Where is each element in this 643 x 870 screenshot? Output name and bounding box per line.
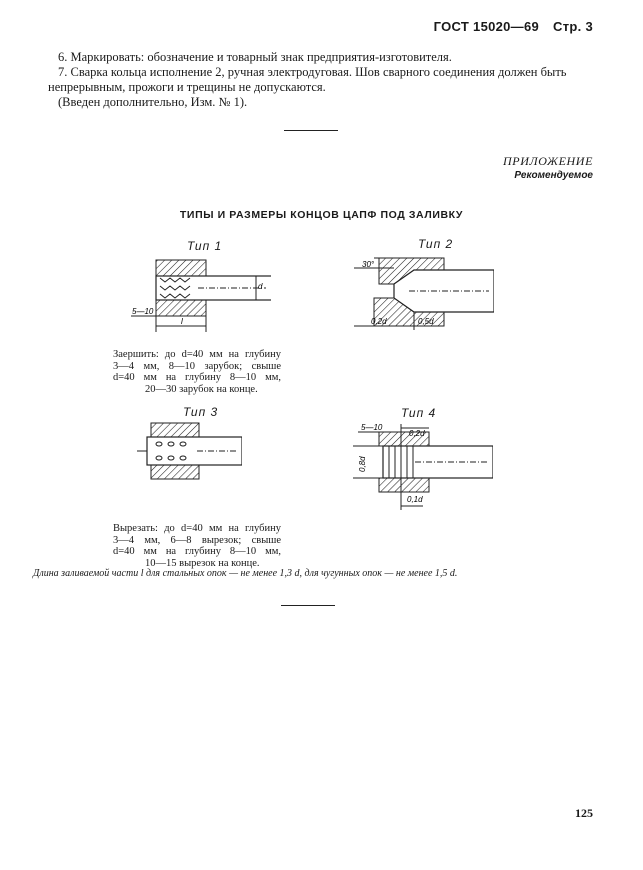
page-label: Стр. 3 [553,19,593,34]
item-7 [48,65,596,110]
standard-number: ГОСТ 15020—69 [433,19,540,34]
dim-type2-0-2d: 0,2d [371,317,387,326]
running-header [434,19,593,34]
type1-figure [126,256,271,336]
item-7-line2: непрерывным, прожоги и трещины не допускаются. [48,80,326,94]
dim-type1-depth: 5—10 [132,307,154,316]
note-type3 [113,523,281,569]
appendix-label: ПРИЛОЖЕНИЕ [503,154,593,168]
dim-type4-0-1d: 0,1d [407,495,423,504]
bottom-note: Длина заливаемой части l для стальных опок — не менее 1,3 d, для чугунных опок — не менее 1,5 d. [33,568,458,579]
dim-type2-0-5d: 0,5d [418,317,434,326]
note-type1 [113,349,281,395]
item-6-text: 6. Маркировать: обозначение и товарный знак предприятия-изготовителя. [58,50,452,64]
dim-type4-0-2d: 0,2d [409,429,425,438]
note-type3-line1: Вырезать: до d=40 мм на глубину [113,523,281,534]
dim-type1-d: d [258,282,263,291]
note-type3-line3: d=40 мм на глубину 8—10 мм, [113,546,281,557]
type3-figure [137,421,242,485]
separator-top [284,130,338,131]
dim-type2-angle: 30° [362,260,375,269]
note-type3-line2: 3—4 мм, 6—8 вырезок; свыше [113,534,281,546]
section-title: ТИПЫ И РАЗМЕРЫ КОНЦОВ ЦАПФ ПОД ЗАЛИВКУ [179,209,464,221]
appendix-status: Рекомендуемое [514,170,593,181]
note-type1-line4: 20—30 зарубок на конце. [145,383,258,395]
dim-type4-depth: 5—10 [361,423,383,432]
note-type3-line4: 10—15 вырезок на конце. [145,557,260,569]
separator-bottom [281,605,335,606]
dim-type4-0-8d: 0,8d [358,456,367,472]
page-number: 125 [575,806,593,820]
type4-figure [353,420,493,520]
item-7-line1: 7. Сварка кольца исполнение 2, ручная электродуговая. Шов сварного соединения должен быть [58,65,567,79]
dim-type1-l: l [181,317,183,326]
item-6 [48,50,596,65]
type4-label: Тип 4 [401,406,437,420]
type1-label: Тип 1 [187,239,223,253]
type2-label: Тип 2 [418,237,454,251]
amendment-note: (Введен дополнительно, Изм. № 1). [58,95,248,109]
note-type1-line3: d=40 мм на глубину 8—10 мм, [113,372,281,383]
type3-label: Тип 3 [183,405,219,419]
note-type1-line2: 3—4 мм, 8—10 зарубок; свыше [113,360,281,372]
type2-figure [354,254,494,334]
note-type1-line1: Заершить: до d=40 мм на глубину [113,349,281,360]
